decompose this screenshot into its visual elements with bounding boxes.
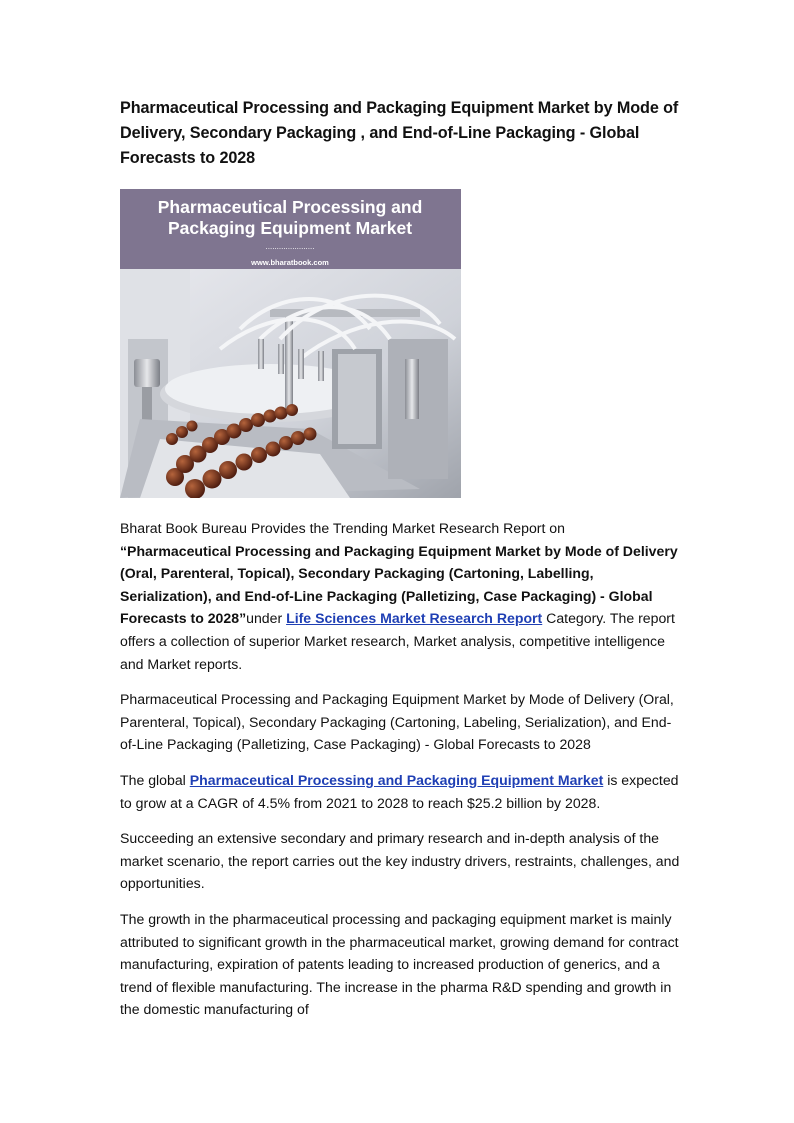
intro-lead: Bharat Book Bureau Provides the Trending Market Research Report on bbox=[120, 520, 565, 536]
page-title: Pharmaceutical Processing and Packaging Equipment Market by Mode of Delivery, Secondary Packaging , and End-of-Line Packaging - Global Forecasts to 2028 bbox=[120, 99, 679, 167]
research-paragraph: Succeeding an extensive secondary and primary research and in-depth analysis of the market scenario, the report carries out the key industry drivers, restraints, challenges, and opportunities. bbox=[120, 830, 680, 892]
intro-under: under bbox=[246, 610, 287, 627]
report-banner-image bbox=[120, 189, 461, 498]
banner-heading-line2: Packaging Equipment Market bbox=[167, 218, 413, 238]
banner-website: www.bharatbook.com bbox=[251, 258, 329, 267]
report-scope-paragraph: Pharmaceutical Processing and Packaging Equipment Market by Mode of Delivery (Oral, Parenteral, Topical), Secondary Packaging (Cartoning, Labeling, Serialization), and End-of-Line Packaging (Palletizing, Case Packaging) - Global Forecasts to 2028 bbox=[120, 691, 674, 753]
document-page bbox=[120, 96, 680, 1034]
banner-dots: ...................... bbox=[265, 242, 315, 251]
growth-lead: The global bbox=[120, 771, 190, 788]
intro-report-title: “Pharmaceutical Processing and Packaging Equipment Market by Mode of Delivery (Oral, Parenteral, Topical), Secondary Packaging (Cartoning, Labelling, Serialization), and End-of-Line Packaging (Palletizing, Case Packaging) - Global Forecasts to 2028” bbox=[120, 542, 678, 627]
life-sciences-category-link[interactable]: Life Sciences Market Research Report bbox=[286, 610, 543, 627]
vial-filling-machine-photo bbox=[120, 269, 461, 498]
intro-tail: Category. The report offers a collection of superior Market research, Market analysis, competitive intelligence and Market reports. bbox=[120, 610, 675, 672]
growth-tail: is expected to grow at a CAGR of 4.5% from 2021 to 2028 to reach $25.2 billion by 2028. bbox=[120, 771, 679, 811]
growth-drivers-paragraph: The growth in the pharmaceutical processing and packaging equipment market is mainly attributed to significant growth in the pharmaceutical market, growing demand for contract manufacturing, expiration of patents leading to increased production of generics, and a trend of flexible manufacturing. The increase in the pharma R&D spending and growth in the domestic manufacturing of bbox=[120, 910, 679, 1018]
intro-paragraph bbox=[120, 517, 680, 675]
market-report-link[interactable]: Pharmaceutical Processing and Packaging Equipment Market bbox=[189, 771, 604, 788]
banner-heading-line1: Pharmaceutical Processing and bbox=[157, 197, 423, 217]
market-growth-paragraph bbox=[120, 769, 680, 814]
